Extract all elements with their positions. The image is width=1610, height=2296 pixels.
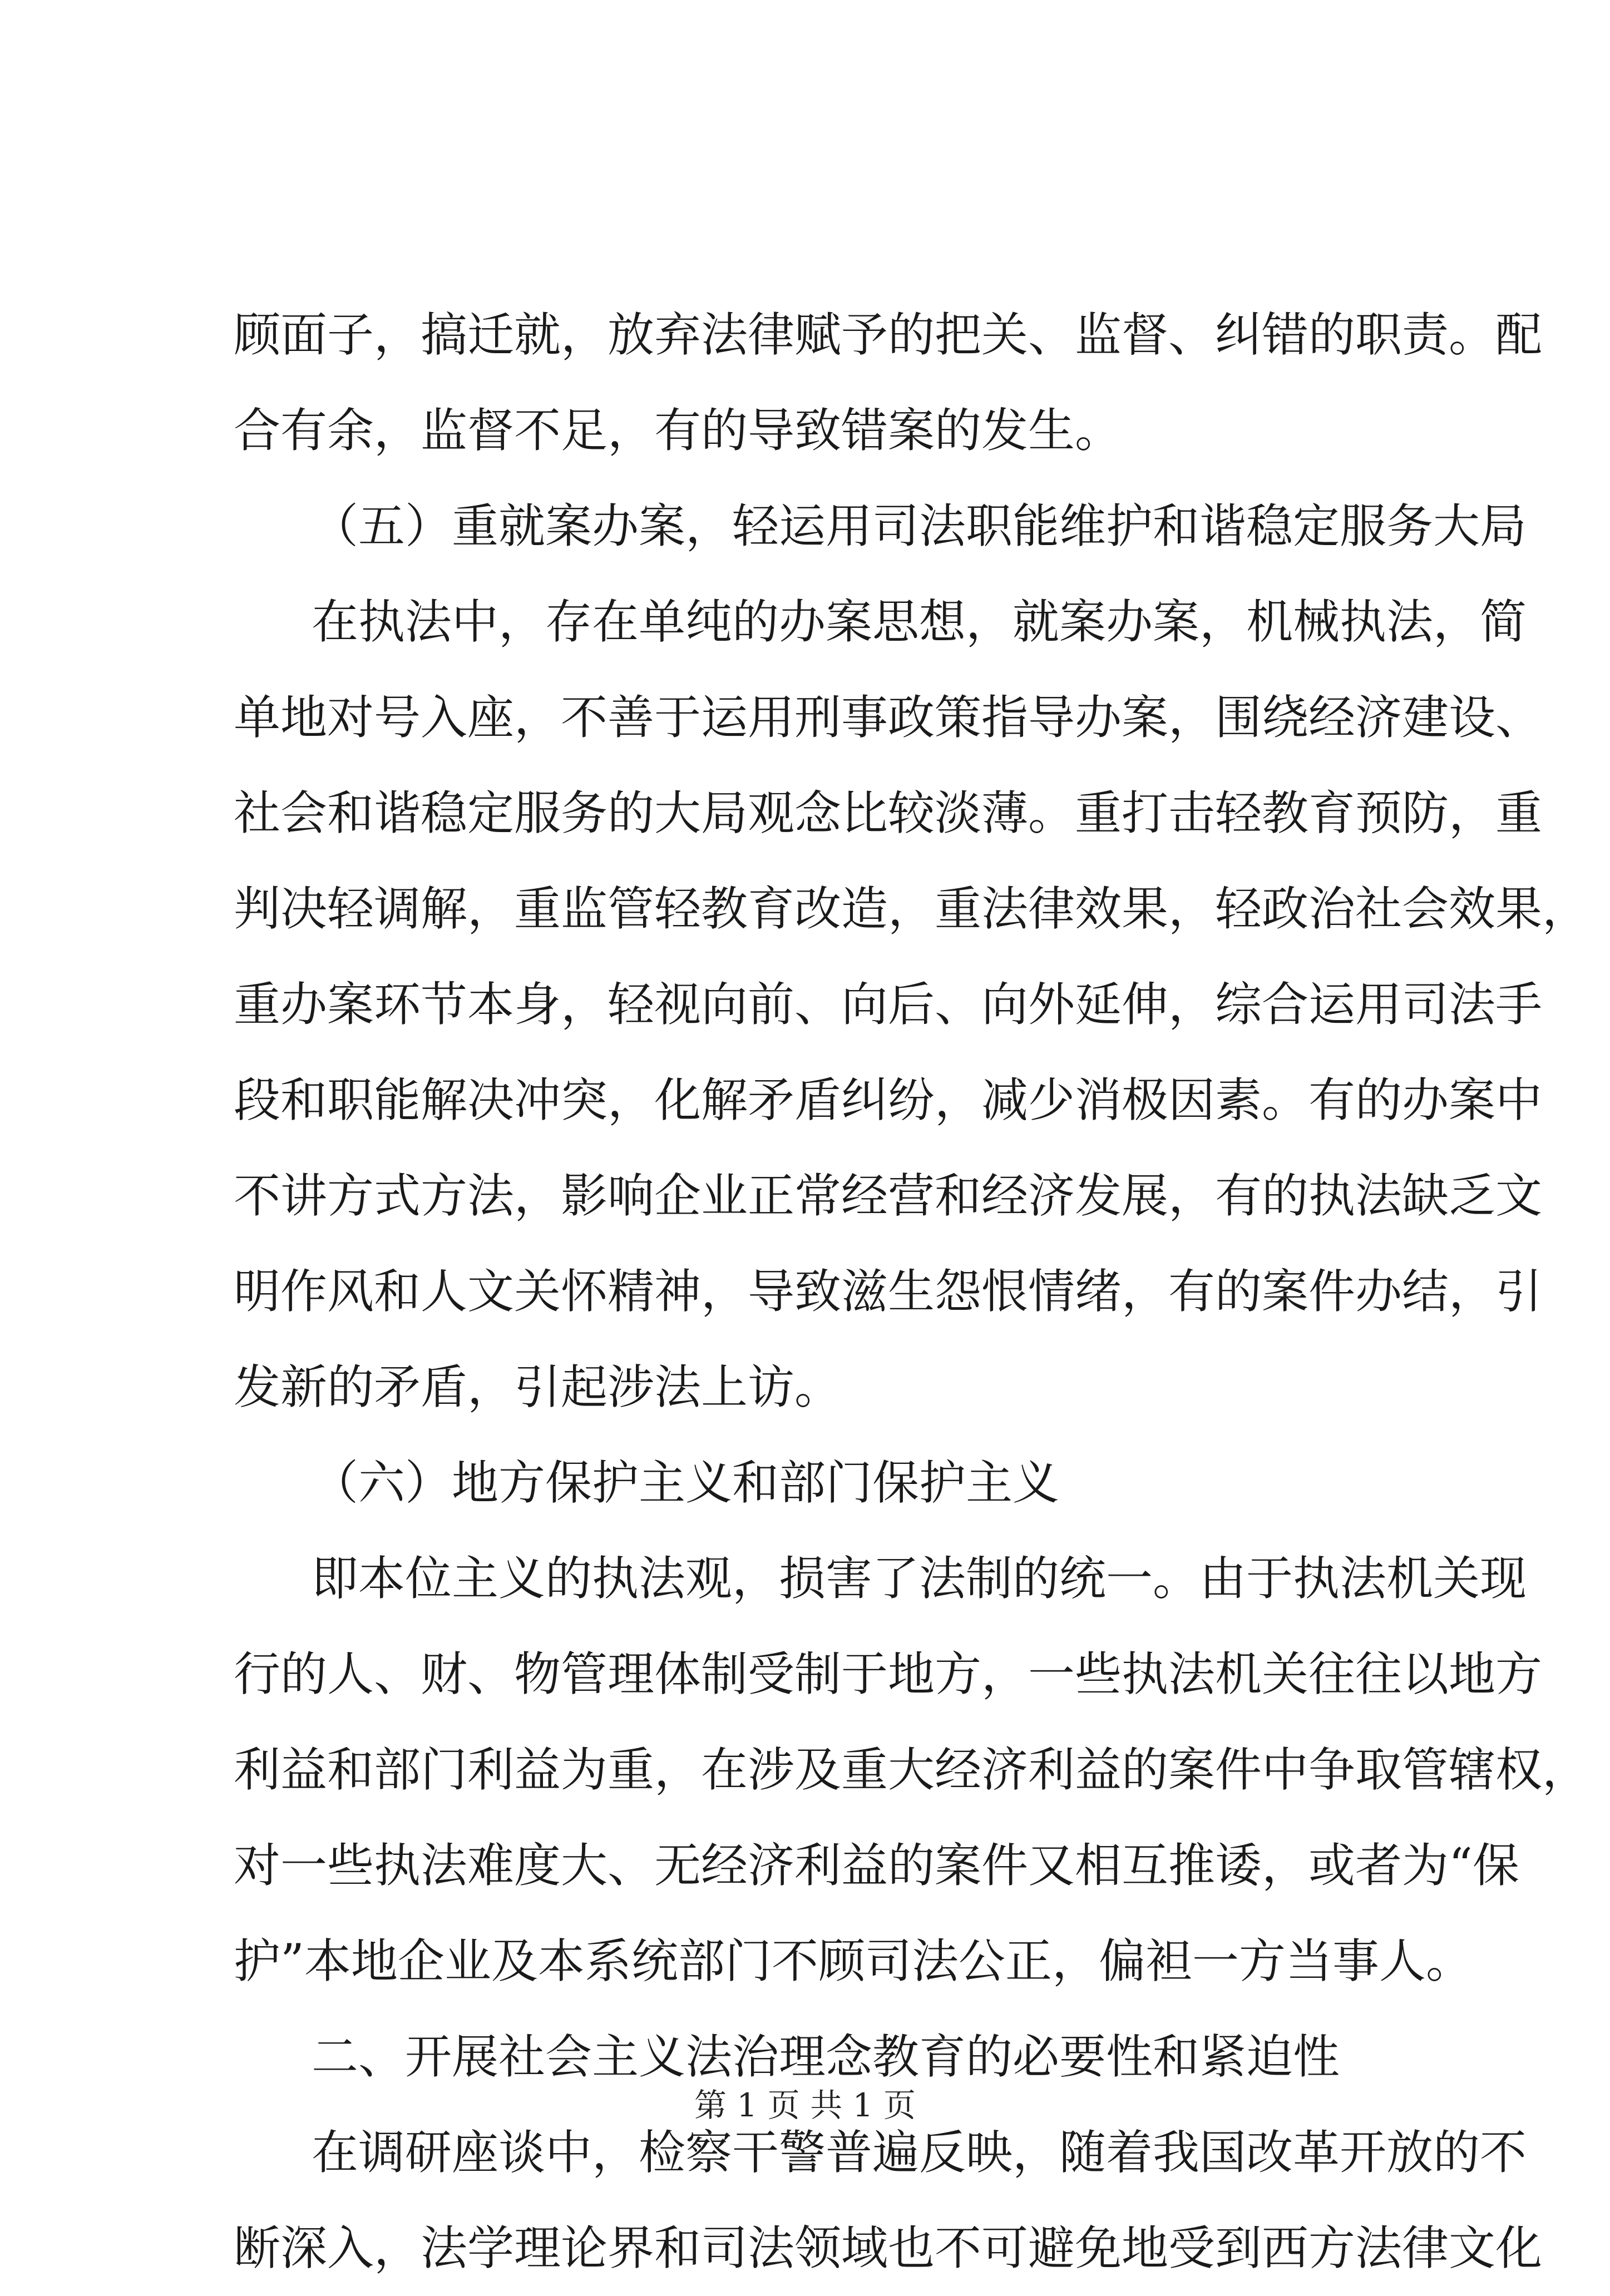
paragraph-line: 对一些执法难度大、无经济利益的案件又相互推诿，或者为“保 (234, 1838, 1519, 1893)
paragraph-line: 发新的矛盾，引起涉法上访。 (234, 1360, 842, 1414)
page-footer: 第 1 页 共 1 页 (694, 2086, 916, 2124)
paragraph-line: 即本位主义的执法观，损害了法制的统一。由于执法机关现 (312, 1551, 1527, 1606)
paragraph-line: 护”本地企业及本系统部门不顾司法公正，偏袒一方当事人。 (234, 1934, 1473, 1988)
paragraph-line: 行的人、财、物管理体制受制于地方，一些执法机关往往以地方 (234, 1647, 1543, 1701)
paragraph-line: 不讲方式方法，影响企业正常经营和经济发展，有的执法缺乏文 (234, 1169, 1543, 1223)
paragraph-line: 段和职能解决冲突，化解矛盾纠纷，减少消极因素。有的办案中 (234, 1073, 1543, 1127)
paragraph-line: 单地对号入座，不善于运用刑事政策指导办案，围绕经济建设、 (234, 690, 1543, 745)
paragraph-line: 合有余，监督不足，有的导致错案的发生。 (234, 403, 1122, 458)
paragraph-line: 利益和部门利益为重，在涉及重大经济利益的案件中争取管辖权， (234, 1743, 1589, 1797)
paragraph-line: 顾面子，搞迁就，放弃法律赋予的把关、监督、纠错的职责。配 (234, 308, 1543, 362)
paragraph-line: 在调研座谈中，检察干警普遍反映，随着我国改革开放的不 (312, 2125, 1527, 2180)
paragraph-line: 社会和谐稳定服务的大局观念比较淡薄。重打击轻教育预防，重 (234, 786, 1543, 840)
paragraph-line: 断深入，法学理论界和司法领域也不可避免地受到西方法律文化 (234, 2221, 1543, 2275)
section-heading: （五）重就案办案，轻运用司法职能维护和谐稳定服务大局 (312, 499, 1527, 553)
paragraph-line: 重办案环节本身，轻视向前、向后、向外延伸，综合运用司法手 (234, 977, 1543, 1032)
paragraph-line: 在执法中，存在单纯的办案思想，就案办案，机械执法，简 (312, 595, 1527, 649)
section-heading: 二、开展社会主义法治理念教育的必要性和紧迫性 (312, 2030, 1340, 2084)
document-body (234, 287, 1589, 2296)
paragraph-line: 明作风和人文关怀精神，导致滋生怨恨情绪，有的案件办结，引 (234, 1264, 1543, 1319)
paragraph-line: 判决轻调解，重监管轻教育改造，重法律效果，轻政治社会效果， (234, 882, 1589, 936)
section-heading: （六）地方保护主义和部门保护主义 (312, 1456, 1060, 1510)
